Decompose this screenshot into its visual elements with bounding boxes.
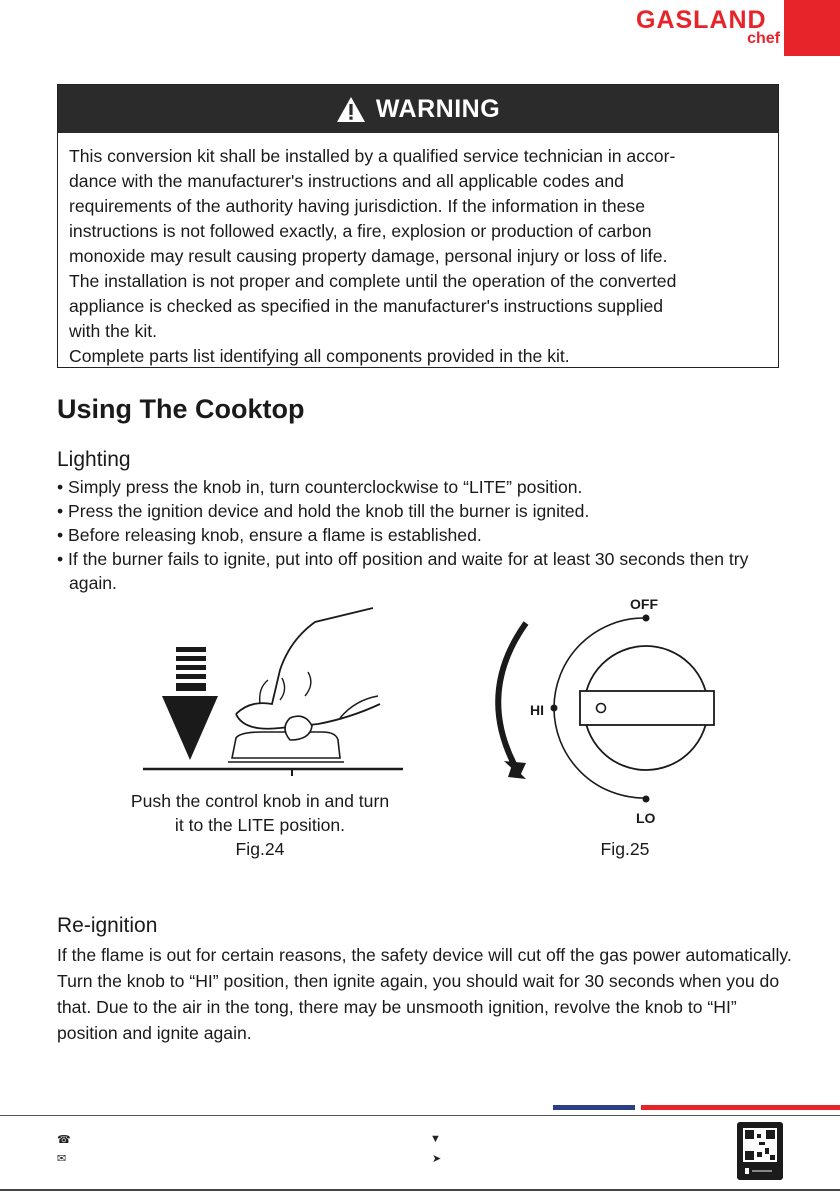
warning-line: This conversion kit shall be installed by a qualified service technician in accor- <box>69 146 676 166</box>
warning-triangle-icon <box>336 96 366 123</box>
warning-header <box>58 85 778 133</box>
footer-accent-blue <box>553 1105 635 1110</box>
phone-icon: ☎ <box>57 1134 71 1146</box>
fig24-caption <box>100 789 420 861</box>
hi-label: HI <box>530 702 544 718</box>
page-bottom-rule <box>0 1189 840 1191</box>
lo-label: LO <box>636 810 656 826</box>
lighting-heading: Lighting <box>57 448 131 471</box>
warning-line: Complete parts list identifying all components provided in the kit. <box>69 346 570 366</box>
fig24-caption-line: it to the LITE position. <box>174 815 346 835</box>
section-title: Using The Cooktop <box>57 394 305 424</box>
off-label: OFF <box>630 596 658 612</box>
list-item: • Press the ignition device and hold the knob till the burner is ignited. <box>57 501 590 521</box>
brand-sub: chef <box>747 30 780 47</box>
lighting-list <box>57 475 797 595</box>
warning-line: with the kit. <box>69 321 158 341</box>
list-item: • Before releasing knob, ensure a flame is established. <box>57 525 482 545</box>
list-item: • If the burner fails to ignite, put into off position and waite for at least 30 seconds then try again. <box>57 549 749 593</box>
warning-line: monoxide may result causing property damage, personal injury or loss of life. <box>69 246 668 266</box>
warning-line: requirements of the authority having jurisdiction. If the information in these <box>69 196 646 216</box>
reignition-heading: Re-ignition <box>57 914 158 937</box>
warning-line: dance with the manufacturer's instructions and all applicable codes and <box>69 171 624 191</box>
footer-divider <box>0 1115 840 1116</box>
warning-line: instructions is not followed exactly, a fire, explosion or production of carbon <box>69 221 652 241</box>
knob-push-illustration <box>140 600 410 780</box>
brand-name: GASLAND <box>636 6 767 34</box>
fig24-caption-line: Push the control knob in and turn <box>130 791 390 811</box>
warning-line: appliance is checked as specified in the manufacturer's instructions supplied <box>69 296 664 316</box>
footer-accent-red <box>641 1105 840 1110</box>
list-item: • Simply press the knob in, turn counterclockwise to “LITE” position. <box>57 477 583 497</box>
brand-logo <box>636 6 784 50</box>
warning-text <box>58 133 778 369</box>
location-icon: ➤ <box>432 1153 442 1165</box>
fig24-label: Fig.24 <box>235 839 285 859</box>
knob-position-diagram <box>486 593 716 833</box>
fig25-label: Fig.25 <box>600 839 650 859</box>
mail-icon: ✉ <box>57 1153 67 1165</box>
warning-box <box>57 84 779 368</box>
cart-icon: ▼ <box>430 1133 441 1145</box>
warning-title: WARNING <box>375 94 501 123</box>
warning-line: The installation is not proper and complete until the operation of the converted <box>69 271 677 291</box>
qr-code <box>737 1122 783 1180</box>
corner-tab <box>784 0 840 56</box>
reignition-text: If the flame is out for certain reasons, the safety device will cut off the gas power automatically. Turn the knob to “HI” position, then ignite again, you should wait for 30 seconds when you do that. Due to the air in the tong, there may be unsmooth ignition, revolve the knob to “HI” position and ignite again. <box>57 945 792 1043</box>
